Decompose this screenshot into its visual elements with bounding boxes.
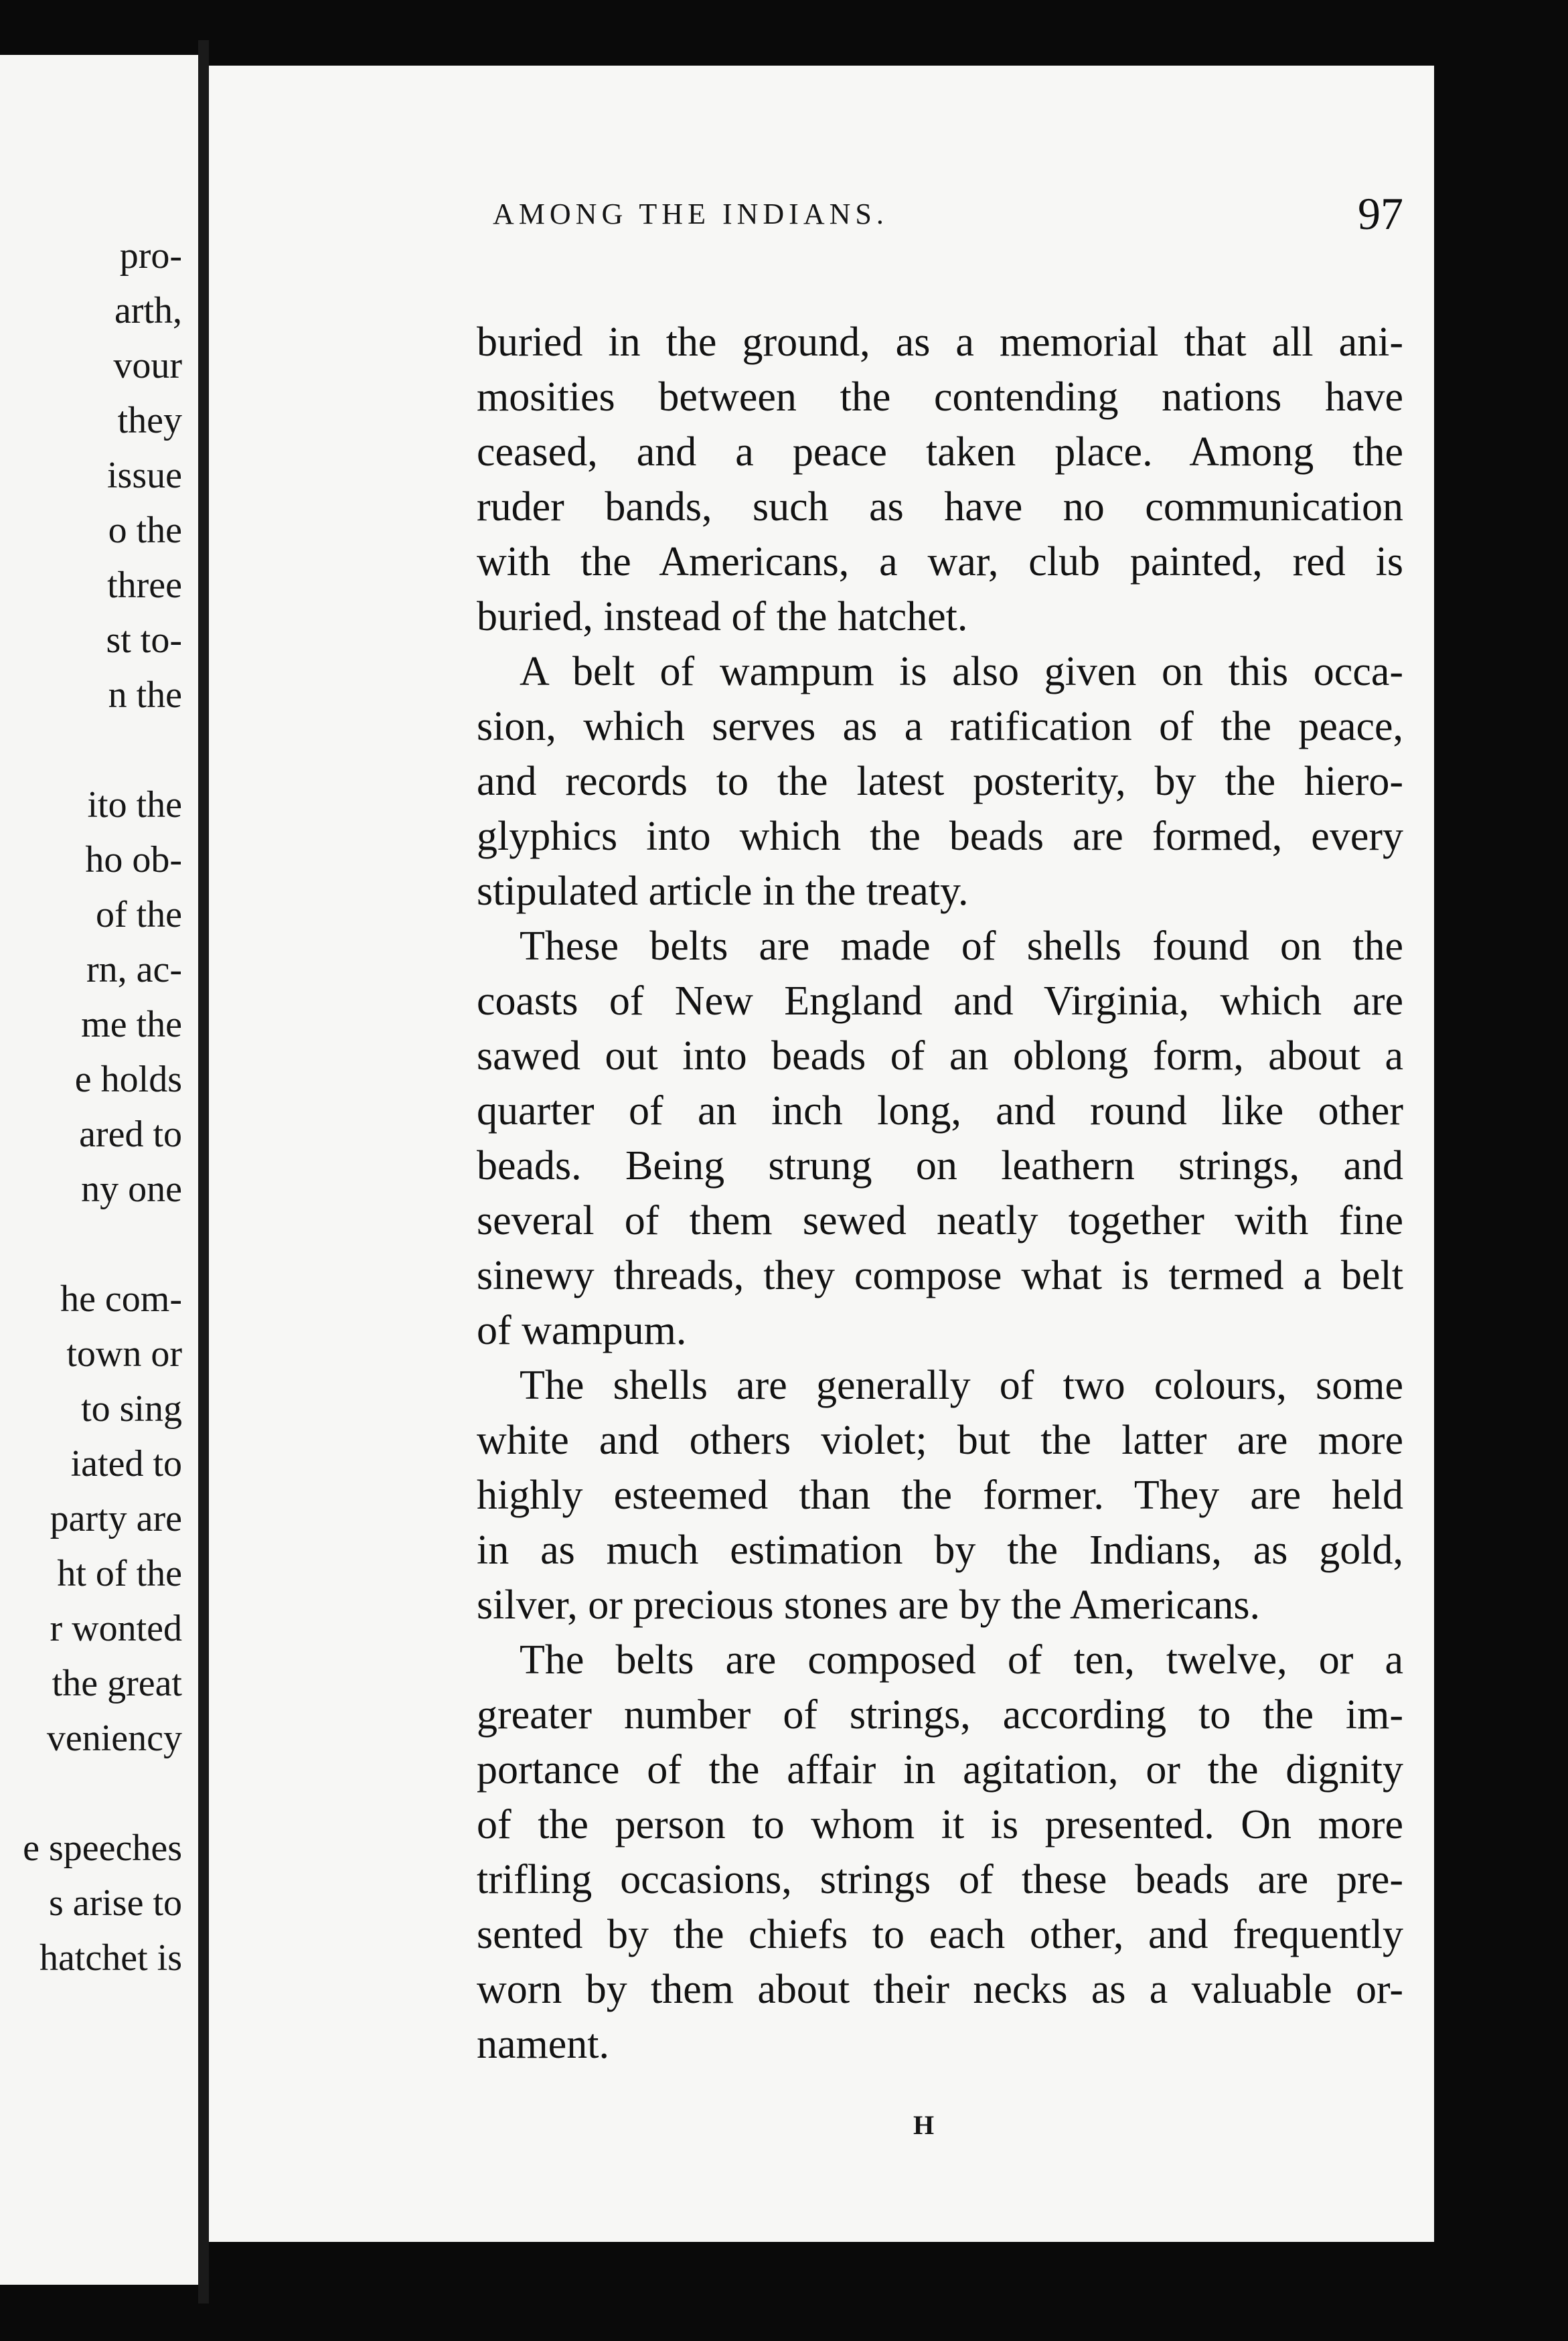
text-line: sawed out into beads of an oblong form, about a <box>477 1033 1403 1079</box>
text-line: The shells are generally of two colours, some <box>520 1363 1403 1408</box>
facing-page-line: vour <box>113 345 182 386</box>
facing-page-line: issue <box>107 455 182 496</box>
facing-page-line: rn, ac- <box>86 949 182 990</box>
text-line: The belts are composed of ten, twelve, or a <box>520 1637 1403 1683</box>
text-line: stipulated article in the treaty. <box>477 869 969 914</box>
paragraph <box>477 315 1403 644</box>
text-line: trifling occasions, strings of these beads are pre- <box>477 1857 1403 1902</box>
page-header <box>493 190 1403 244</box>
facing-page-line: n the <box>108 674 182 716</box>
text-line: in as much estimation by the Indians, as gold, <box>477 1527 1403 1573</box>
facing-page-line: hatchet is <box>39 1937 182 1979</box>
facing-page-line: he com- <box>60 1278 182 1320</box>
text-line: several of them sewed neatly together with fine <box>477 1198 1403 1243</box>
text-line: ceased, and a peace taken place. Among the <box>477 429 1403 475</box>
paragraph <box>477 1633 1403 2072</box>
facing-page-line: arth, <box>114 290 182 331</box>
facing-page-line: s arise to <box>48 1882 182 1924</box>
text-line: greater number of strings, according to the im- <box>477 1692 1403 1738</box>
text-line: These belts are made of shells found on the <box>520 923 1403 969</box>
text-line: buried in the ground, as a memorial that all ani- <box>477 319 1403 365</box>
facing-page-line: pro- <box>119 235 182 277</box>
facing-page-line: the great <box>52 1663 182 1704</box>
facing-page-line: e holds <box>74 1059 182 1100</box>
facing-page-line: three <box>107 564 182 606</box>
facing-page-line: of the <box>95 894 182 935</box>
facing-page-line: ht of the <box>57 1553 182 1594</box>
text-line: coasts of New England and Virginia, which are <box>477 978 1403 1024</box>
facing-page-line: iated to <box>70 1443 182 1485</box>
page-number: 97 <box>1358 188 1403 239</box>
text-line: sinewy threads, they compose what is termed a belt <box>477 1253 1403 1298</box>
book-gutter <box>198 40 209 2304</box>
text-line: portance of the affair in agitation, or the dignity <box>477 1747 1403 1793</box>
facing-page-fragment <box>0 55 198 2285</box>
facing-page-line: me the <box>81 1004 182 1045</box>
facing-page-line: ito the <box>87 784 182 826</box>
text-line: silver, or precious stones are by the Americans. <box>477 1582 1261 1628</box>
text-line: ruder bands, such as have no communication <box>477 484 1403 530</box>
paragraph <box>477 1358 1403 1633</box>
text-line: A belt of wampum is also given on this occa- <box>520 649 1403 694</box>
facing-page-line: to sing <box>81 1388 182 1430</box>
text-line: of wampum. <box>477 1308 687 1353</box>
text-line: and records to the latest posterity, by the hiero- <box>477 759 1403 804</box>
text-line: beads. Being strung on leathern strings, and <box>477 1143 1403 1189</box>
text-line: quarter of an inch long, and round like other <box>477 1088 1403 1134</box>
facing-page-line: st to- <box>106 619 182 661</box>
facing-page-line: o the <box>108 510 182 551</box>
facing-page-line: ared to <box>79 1114 182 1155</box>
facing-page-line: town or <box>66 1333 182 1375</box>
text-line: worn by them about their necks as a valuable or- <box>477 1967 1403 2012</box>
facing-page-line: ny one <box>81 1168 182 1210</box>
text-line: white and others violet; but the latter are more <box>477 1418 1403 1463</box>
text-line: sented by the chiefs to each other, and frequently <box>477 1912 1403 1957</box>
facing-page-line: veniency <box>46 1718 182 1759</box>
book-page <box>209 66 1434 2242</box>
text-line: with the Americans, a war, club painted, red is <box>477 539 1403 585</box>
text-line: buried, instead of the hatchet. <box>477 594 968 639</box>
text-line: glyphics into which the beads are formed, every <box>477 814 1403 859</box>
running-head: AMONG THE INDIANS. <box>493 198 888 230</box>
facing-page-line: they <box>117 400 182 441</box>
signature-mark: H <box>913 2110 935 2140</box>
facing-page-line: r wonted <box>50 1608 182 1649</box>
paragraph <box>477 919 1403 1358</box>
facing-page-line: party are <box>50 1498 182 1539</box>
text-line: mosities between the contending nations have <box>477 374 1403 420</box>
facing-page-line: ho ob- <box>85 839 182 881</box>
body-text <box>477 315 1403 2072</box>
paragraph <box>477 644 1403 919</box>
text-line: nament. <box>477 2022 609 2067</box>
text-line: sion, which serves as a ratification of the peace, <box>477 704 1403 749</box>
text-line: highly esteemed than the former. They are held <box>477 1472 1403 1518</box>
text-line: of the person to whom it is presented. On more <box>477 1802 1403 1847</box>
facing-page-line: e speeches <box>23 1827 182 1869</box>
